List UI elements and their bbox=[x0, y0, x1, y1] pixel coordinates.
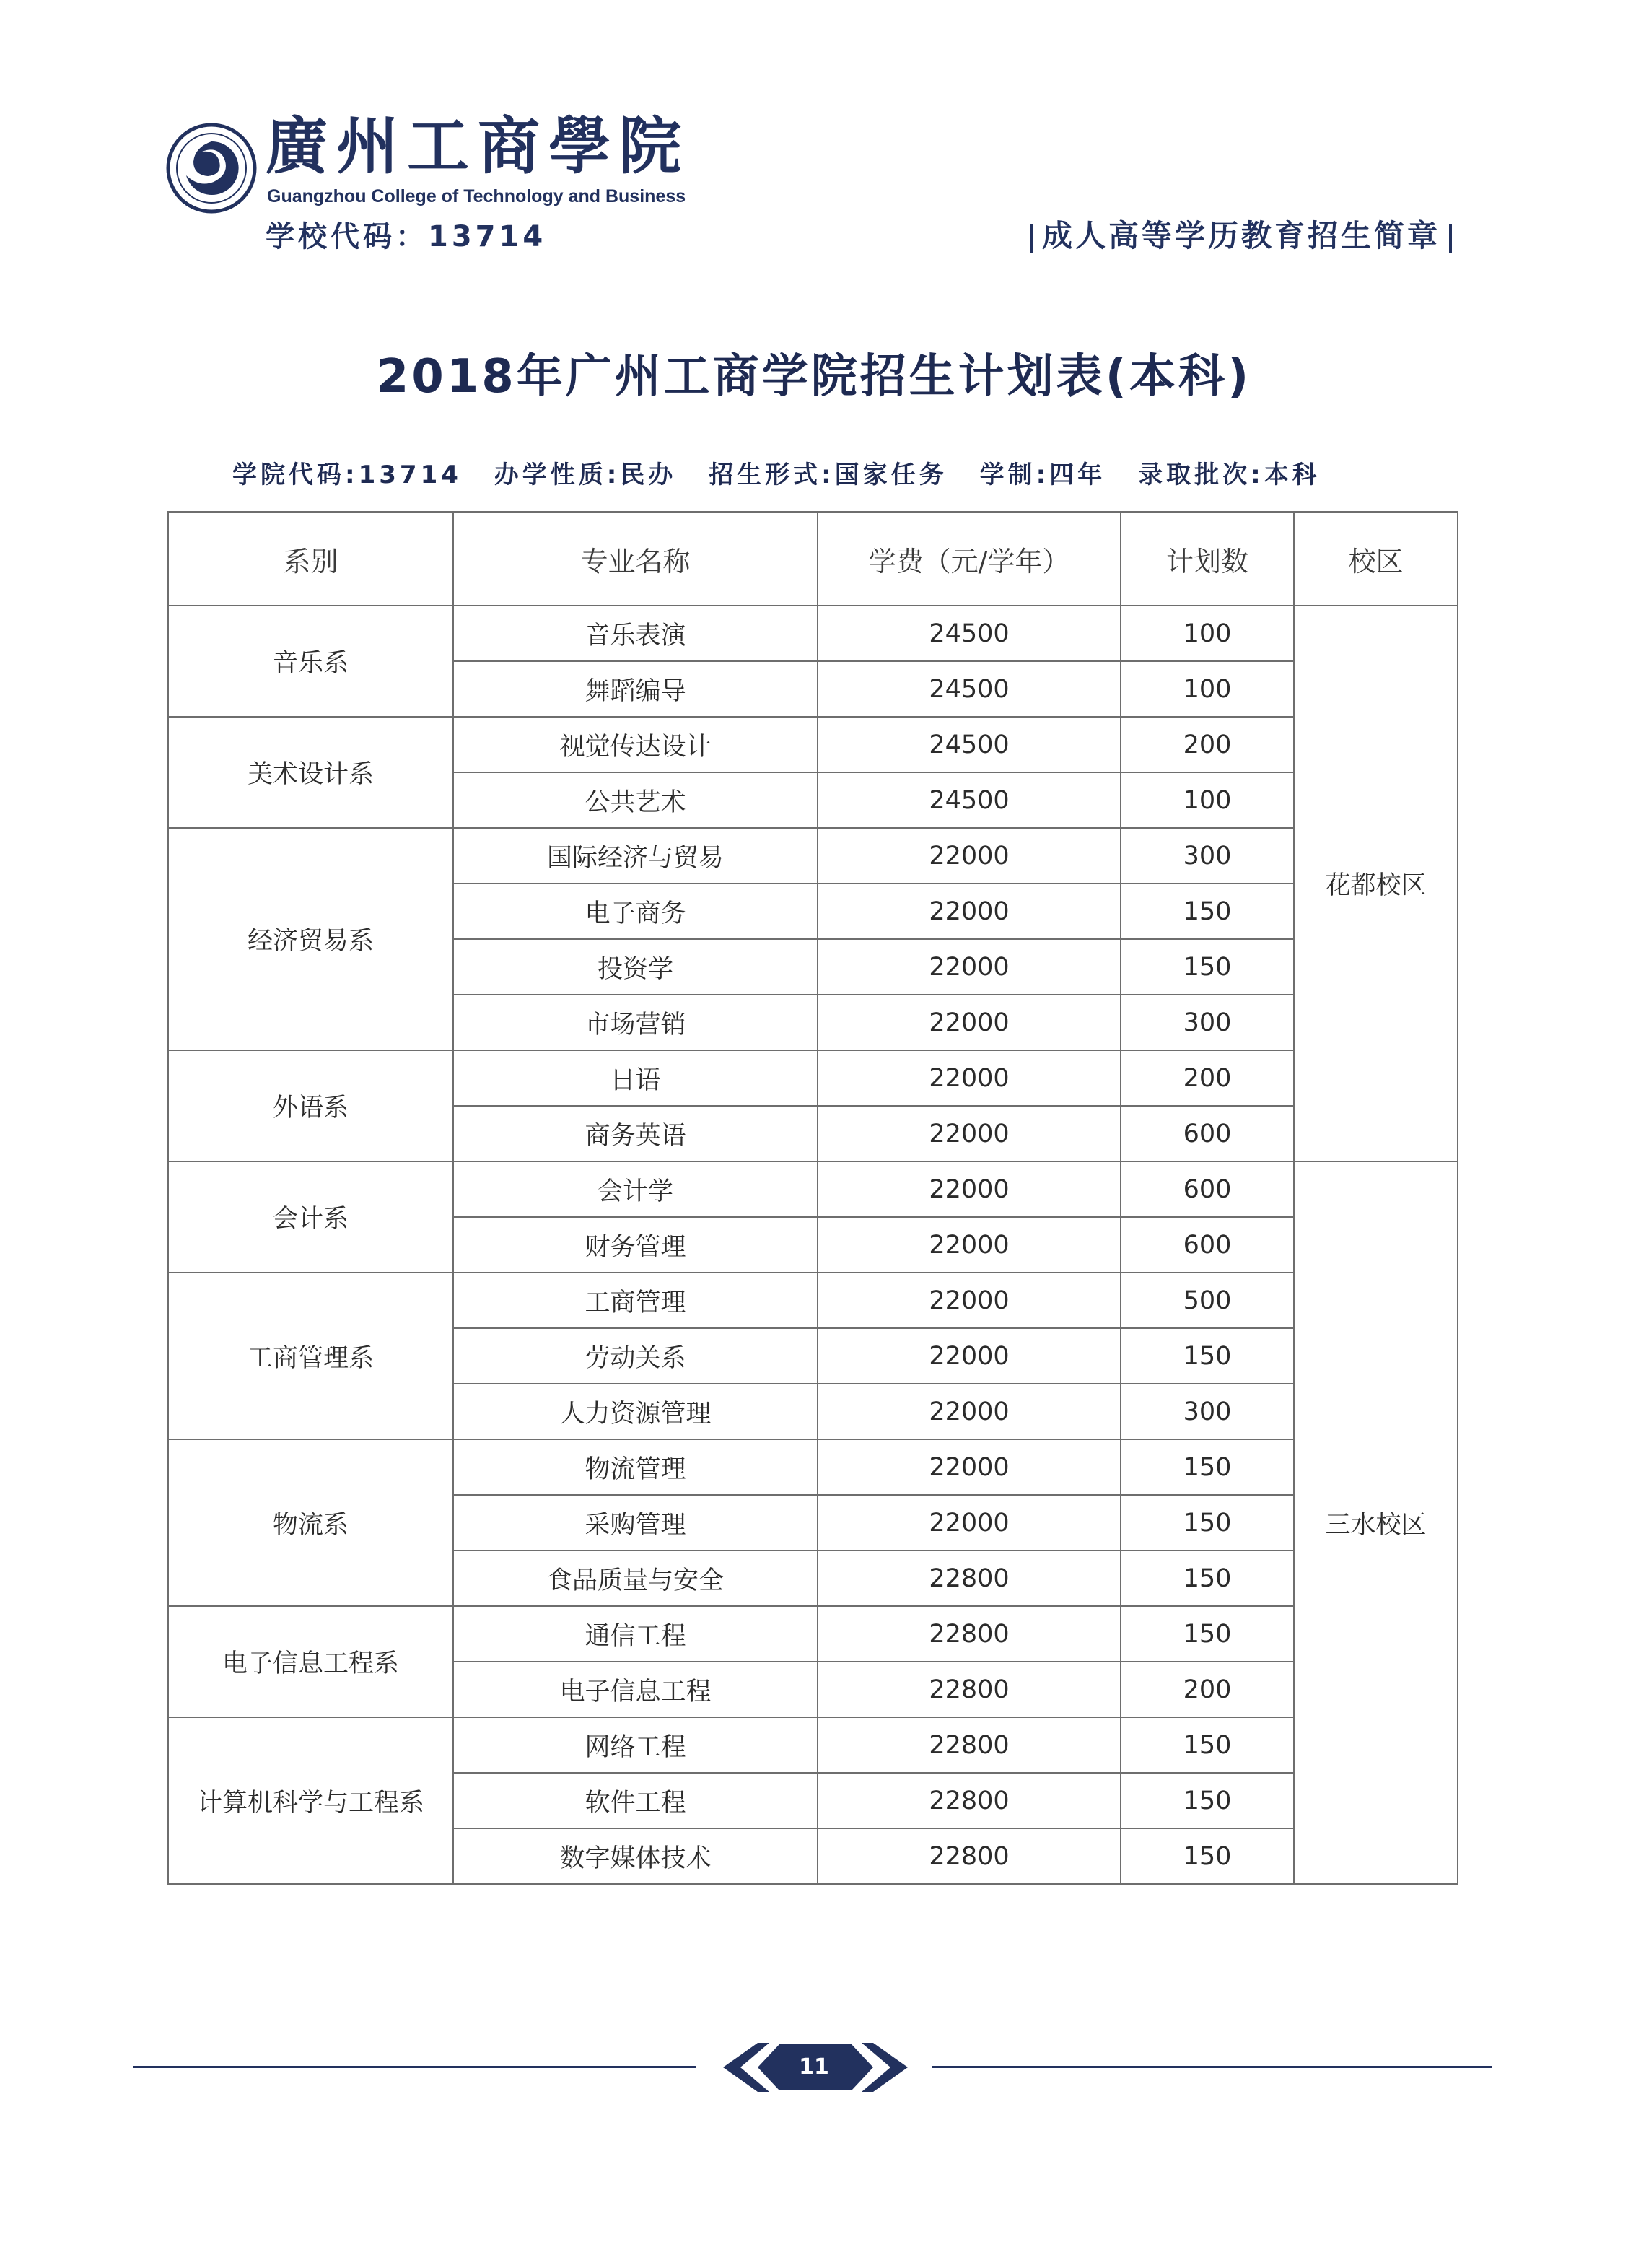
table-header-row bbox=[168, 512, 1458, 606]
plan-cell: 150 bbox=[1121, 1439, 1294, 1495]
major-cell: 市场营销 bbox=[453, 995, 818, 1050]
major-cell: 财务管理 bbox=[453, 1217, 818, 1273]
major-cell: 采购管理 bbox=[453, 1495, 818, 1550]
fee-cell: 22800 bbox=[818, 1606, 1121, 1662]
major-cell: 电子信息工程 bbox=[453, 1662, 818, 1717]
plan-cell: 600 bbox=[1121, 1106, 1294, 1161]
plan-cell: 150 bbox=[1121, 1606, 1294, 1662]
department-cell: 工商管理系 bbox=[168, 1273, 453, 1439]
plan-cell: 300 bbox=[1121, 828, 1294, 884]
plan-cell: 150 bbox=[1121, 1495, 1294, 1550]
fee-cell: 22000 bbox=[818, 1161, 1121, 1217]
major-cell: 软件工程 bbox=[453, 1773, 818, 1828]
school-name-en: Guangzhou College of Technology and Business bbox=[267, 186, 686, 206]
fee-cell: 22000 bbox=[818, 995, 1121, 1050]
table-row bbox=[168, 1050, 1458, 1106]
page-number: 11 bbox=[799, 2054, 829, 2080]
fee-cell: 22000 bbox=[818, 1328, 1121, 1384]
school-code: 学校代码：13714 bbox=[266, 220, 547, 253]
fee-cell: 24500 bbox=[818, 606, 1121, 661]
major-cell: 商务英语 bbox=[453, 1106, 818, 1161]
table-row bbox=[168, 1439, 1458, 1495]
school-nature: 办学性质:民办 bbox=[494, 461, 677, 489]
major-cell: 物流管理 bbox=[453, 1439, 818, 1495]
enrollment-plan-table bbox=[167, 511, 1458, 1885]
fee-cell: 24500 bbox=[818, 717, 1121, 772]
major-cell: 视觉传达设计 bbox=[453, 717, 818, 772]
department-cell: 计算机科学与工程系 bbox=[168, 1717, 453, 1884]
major-cell: 会计学 bbox=[453, 1161, 818, 1217]
plan-cell: 150 bbox=[1121, 1550, 1294, 1606]
fee-cell: 22000 bbox=[818, 1439, 1121, 1495]
fee-cell: 22800 bbox=[818, 1773, 1121, 1828]
fee-cell: 22000 bbox=[818, 1217, 1121, 1273]
major-cell: 公共艺术 bbox=[453, 772, 818, 828]
department-cell: 外语系 bbox=[168, 1050, 453, 1161]
department-cell: 物流系 bbox=[168, 1439, 453, 1606]
study-duration: 学制:四年 bbox=[979, 461, 1106, 489]
table-row bbox=[168, 828, 1458, 884]
header-campus: 校区 bbox=[1294, 512, 1458, 606]
plan-cell: 600 bbox=[1121, 1217, 1294, 1273]
major-cell: 国际经济与贸易 bbox=[453, 828, 818, 884]
plan-cell: 150 bbox=[1121, 939, 1294, 995]
brochure-title: 成人高等学历教育招生简章 bbox=[1022, 212, 1461, 256]
major-cell: 通信工程 bbox=[453, 1606, 818, 1662]
admission-batch: 录取批次:本科 bbox=[1138, 461, 1321, 489]
header-major: 专业名称 bbox=[453, 512, 818, 606]
plan-cell: 150 bbox=[1121, 1328, 1294, 1384]
major-cell: 日语 bbox=[453, 1050, 818, 1106]
fee-cell: 22800 bbox=[818, 1828, 1121, 1884]
plan-cell: 150 bbox=[1121, 1717, 1294, 1773]
major-cell: 劳动关系 bbox=[453, 1328, 818, 1384]
fee-cell: 22800 bbox=[818, 1550, 1121, 1606]
college-code: 学院代码:13714 bbox=[232, 461, 462, 489]
fee-cell: 22000 bbox=[818, 1495, 1121, 1550]
fee-cell: 22000 bbox=[818, 1384, 1121, 1439]
plan-cell: 500 bbox=[1121, 1273, 1294, 1328]
school-name: 廣州工商學院 bbox=[266, 110, 690, 183]
department-cell: 音乐系 bbox=[168, 606, 453, 717]
major-cell: 网络工程 bbox=[453, 1717, 818, 1773]
admission-meta bbox=[232, 455, 1341, 490]
plan-cell: 100 bbox=[1121, 772, 1294, 828]
fee-cell: 24500 bbox=[818, 661, 1121, 717]
header-fee: 学费（元/学年） bbox=[818, 512, 1121, 606]
table-row bbox=[168, 1161, 1458, 1217]
fee-cell: 22000 bbox=[818, 1273, 1121, 1328]
fee-cell: 22000 bbox=[818, 939, 1121, 995]
fee-cell: 22000 bbox=[818, 884, 1121, 939]
header-plan: 计划数 bbox=[1121, 512, 1294, 606]
major-cell: 舞蹈编导 bbox=[453, 661, 818, 717]
table-row bbox=[168, 717, 1458, 772]
plan-cell: 200 bbox=[1121, 1662, 1294, 1717]
table-row bbox=[168, 606, 1458, 661]
plan-cell: 200 bbox=[1121, 1050, 1294, 1106]
department-cell: 经济贸易系 bbox=[168, 828, 453, 1050]
major-cell: 工商管理 bbox=[453, 1273, 818, 1328]
fee-cell: 22800 bbox=[818, 1717, 1121, 1773]
major-cell: 电子商务 bbox=[453, 884, 818, 939]
plan-cell: 150 bbox=[1121, 1773, 1294, 1828]
fee-cell: 22000 bbox=[818, 1106, 1121, 1161]
fee-cell: 22000 bbox=[818, 1050, 1121, 1106]
fee-cell: 24500 bbox=[818, 772, 1121, 828]
plan-cell: 600 bbox=[1121, 1161, 1294, 1217]
major-cell: 数字媒体技术 bbox=[453, 1828, 818, 1884]
major-cell: 食品质量与安全 bbox=[453, 1550, 818, 1606]
fee-cell: 22800 bbox=[818, 1662, 1121, 1717]
fee-cell: 22000 bbox=[818, 828, 1121, 884]
footer-rule-left bbox=[133, 2066, 696, 2068]
campus-cell: 花都校区 bbox=[1294, 606, 1458, 1161]
plan-cell: 200 bbox=[1121, 717, 1294, 772]
plan-cell: 300 bbox=[1121, 995, 1294, 1050]
footer-rule-right bbox=[932, 2066, 1492, 2068]
plan-cell: 150 bbox=[1121, 884, 1294, 939]
admission-form: 招生形式:国家任务 bbox=[709, 461, 948, 489]
plan-cell: 100 bbox=[1121, 606, 1294, 661]
header-department: 系别 bbox=[168, 512, 453, 606]
plan-cell: 100 bbox=[1121, 661, 1294, 717]
department-cell: 电子信息工程系 bbox=[168, 1606, 453, 1717]
table-row bbox=[168, 1717, 1458, 1773]
plan-cell: 300 bbox=[1121, 1384, 1294, 1439]
major-cell: 音乐表演 bbox=[453, 606, 818, 661]
page-title: 2018年广州工商学院招生计划表(本科) bbox=[376, 350, 1252, 404]
major-cell: 投资学 bbox=[453, 939, 818, 995]
campus-cell: 三水校区 bbox=[1294, 1161, 1458, 1884]
table-row bbox=[168, 1606, 1458, 1662]
department-cell: 美术设计系 bbox=[168, 717, 453, 828]
school-logo bbox=[165, 121, 258, 215]
major-cell: 人力资源管理 bbox=[453, 1384, 818, 1439]
department-cell: 会计系 bbox=[168, 1161, 453, 1273]
table-row bbox=[168, 1273, 1458, 1328]
plan-cell: 150 bbox=[1121, 1828, 1294, 1884]
